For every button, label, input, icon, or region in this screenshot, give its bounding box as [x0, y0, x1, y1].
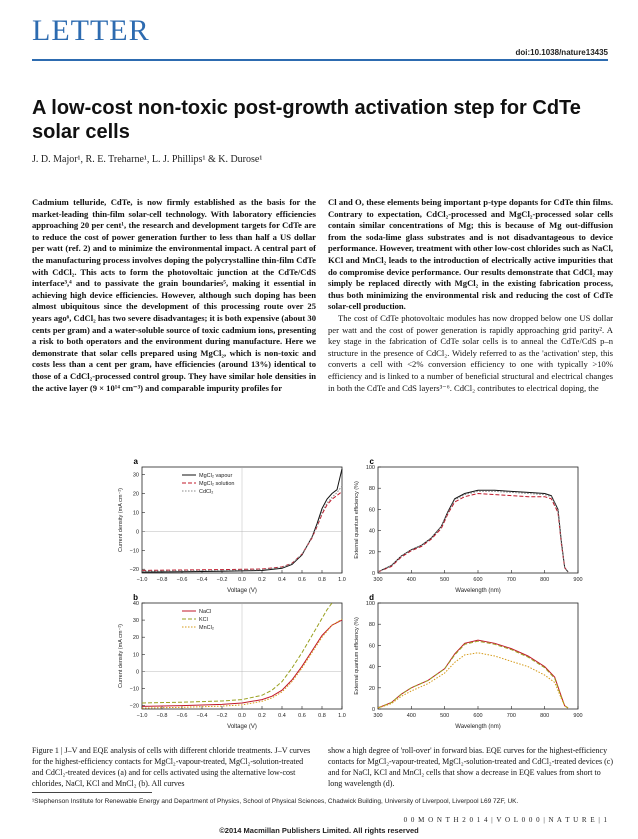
y-tick-label: 40 [132, 601, 139, 607]
x-tick-label: 1.0 [338, 577, 346, 583]
footnote-rule [32, 792, 152, 793]
x-tick-label: −0.6 [176, 713, 188, 719]
x-tick-label: 700 [506, 713, 516, 719]
figure-caption-right: show a high degree of 'roll-over' in forward bias. EQE curves for the highest-efficiency contacts for MgCl₂-vapour-treated, MgCl₂-solution-treated and CdCl₂-treated devices (c) and for NaCl, KCl and MnCl₂ cells that show a decrease in EQE values from short to long wavelength (d). [328, 746, 614, 788]
x-tick-label: 1.0 [338, 713, 346, 719]
author-list: J. D. Major¹, R. E. Treharne¹, L. J. Phillips¹ & K. Durose¹ [32, 154, 263, 165]
x-tick-label: −0.8 [156, 713, 168, 719]
figure-caption-left: Figure 1 | J–V and EQE analysis of cells with different chloride treatments. J–V curves for the highest-efficiency contacts for MgCl₂-vapour-treated, MgCl₂-solution-treated and CdCl₂-treated devices (a) and for cells activated using the alternative low-cost chlorides, NaCl, KCl and MnCl₂ (b). All curves [32, 746, 311, 788]
y-tick-label: 30 [132, 472, 139, 479]
y-tick-label: 10 [132, 510, 139, 517]
panel-b [118, 593, 346, 730]
x-axis-label: Wavelength (nm) [455, 588, 501, 594]
x-tick-label: −1.0 [136, 577, 148, 583]
x-tick-label: 0.4 [278, 713, 286, 719]
panel-c [354, 457, 583, 594]
legend-label: CdCl₂ [199, 489, 214, 495]
x-tick-label: 500 [440, 577, 450, 583]
panel-d [354, 593, 583, 730]
x-tick-label: 0.0 [238, 577, 246, 583]
legend-label: KCl [199, 617, 208, 623]
y-tick-label: 0 [135, 669, 139, 676]
y-axis-label: External quantum efficiency (%) [354, 481, 360, 559]
x-tick-label: 0.8 [318, 577, 326, 583]
article-type-label: LETTER [32, 14, 150, 47]
y-tick-label: 100 [365, 465, 375, 471]
figure-1 [32, 455, 617, 740]
x-tick-label: −0.4 [196, 577, 208, 583]
x-tick-label: 0.0 [238, 713, 246, 719]
x-tick-label: 0.2 [258, 577, 266, 583]
x-tick-label: 400 [406, 713, 416, 719]
y-tick-label: 40 [368, 664, 375, 671]
x-tick-label: 600 [473, 577, 483, 583]
y-tick-label: 80 [368, 622, 375, 629]
x-tick-label: 0.2 [258, 713, 266, 719]
x-tick-label: 0.4 [278, 577, 286, 583]
panel-a [118, 457, 346, 594]
x-tick-label: 300 [373, 577, 383, 583]
x-axis-label: Voltage (V) [227, 724, 257, 730]
x-tick-label: 900 [573, 713, 583, 719]
panel-letter: a [133, 457, 138, 466]
y-tick-label: −10 [129, 686, 139, 693]
article-title: A low-cost non-toxic post-growth activation step for CdTe solar cells [32, 97, 581, 143]
series-line [378, 640, 568, 708]
legend-label: MgCl₂ solution [199, 481, 235, 487]
y-tick-label: −10 [129, 548, 139, 555]
body-paragraph: The cost of CdTe photovoltaic modules has now dropped below one US dollar per watt and the cost of power generation is rapidly approaching grid parity². A key stage in the fabrication of CdTe solar cells is to anneal the CdTe/CdS p–n structure in the presence of CdCl₂. Widely referred to as the 'activation' step, this converts a cell with <2% conversion efficiency to one with typically >10% efficiency and is linked to a number of beneficial structural and electrical changes in both the CdTe and CdS layers³⁻⁶. CdCl₂ contributes to electrical doping, the [328, 312, 613, 393]
series-line [378, 490, 568, 572]
x-tick-label: −0.2 [216, 713, 228, 719]
x-tick-label: −1.0 [136, 713, 148, 719]
copyright-notice: ©2014 Macmillan Publishers Limited. All rights reserved [219, 826, 419, 835]
series-line [378, 494, 568, 572]
x-tick-label: 0.6 [298, 713, 306, 719]
panel-letter: b [133, 593, 138, 602]
series-line [142, 603, 332, 703]
x-tick-label: 300 [373, 713, 383, 719]
legend-label: MnCl₂ [199, 625, 214, 631]
x-tick-label: 600 [473, 713, 483, 719]
y-tick-label: 30 [132, 618, 139, 625]
x-tick-label: 900 [573, 577, 583, 583]
doi-link[interactable]: doi:10.1038/nature13435 [515, 48, 608, 57]
y-axis-label: Current density (mA cm⁻²) [118, 623, 124, 689]
series-line [378, 653, 568, 708]
affiliation-note: ¹Stephenson Institute for Renewable Energy and Department of Physics, School of Physical Sciences, Chadwick Building, University of Liverpool, Liverpool L69 7ZF, UK. [32, 798, 519, 805]
y-tick-label: 0 [371, 707, 375, 713]
x-tick-label: 400 [406, 577, 416, 583]
legend-label: NaCl [199, 609, 212, 615]
y-tick-label: 100 [365, 601, 375, 607]
panel-letter: c [369, 457, 374, 466]
y-tick-label: 20 [368, 549, 375, 556]
y-tick-label: 20 [132, 635, 139, 642]
y-tick-label: 40 [368, 528, 375, 535]
x-tick-label: −0.4 [196, 713, 208, 719]
x-axis-label: Voltage (V) [227, 588, 257, 594]
x-tick-label: 800 [540, 713, 550, 719]
y-tick-label: 20 [132, 491, 139, 498]
y-tick-label: −20 [129, 567, 139, 574]
y-tick-label: 20 [368, 685, 375, 692]
x-tick-label: −0.6 [176, 577, 188, 583]
legend-label: MgCl₂ vapour [199, 473, 233, 479]
x-tick-label: 700 [506, 577, 516, 583]
x-tick-label: −0.8 [156, 577, 168, 583]
y-tick-label: 60 [368, 507, 375, 514]
y-tick-label: 60 [368, 643, 375, 650]
x-tick-label: 0.8 [318, 713, 326, 719]
y-tick-label: 0 [371, 571, 375, 577]
x-tick-label: 0.6 [298, 577, 306, 583]
header-rule [32, 59, 608, 61]
abstract-continuation: Cl and O, these elements being important p-type dopants for CdTe thin films. Contrary to expectation, CdCl₂-processed and MgCl₂-processed solar cells contain similar concentrations of Mg; this is because of Mg out-diffusion from the soda-lime glass substrates and is not disadvantageous to device performance. However, treatment with other low-cost chlorides such as NaCl, KCl and MnCl₂ leads to the introduction of electrically active impurities that do compromise device performance. Our results demonstrate that CdCl₂ may simply be replaced directly with MgCl₂ in the existing fabrication process, thus both minimizing the environmental risk and reducing the cost of CdTe solar-cell production. [328, 197, 613, 312]
right-column [328, 197, 613, 394]
x-tick-label: −0.2 [216, 577, 228, 583]
x-tick-label: 500 [440, 713, 450, 719]
panel-letter: d [369, 593, 374, 602]
x-axis-label: Wavelength (nm) [455, 724, 501, 730]
series-line [378, 491, 568, 572]
y-axis-label: External quantum efficiency (%) [354, 617, 360, 695]
abstract-text: Cadmium telluride, CdTe, is now firmly established as the basis for the market-leading thin-film solar-cell technology. With laboratory efficiencies approaching 20 per cent¹, the research and development targets for CdTe are to reduce the cost of power generation further to less than half a US dollar per watt (ref. 2) and to minimize the environmental impact. A central part of the manufacturing process involves doping the polycrystalline thin-film CdTe with CdCl₂. This acts to form the photovoltaic junction at the CdTe/CdS interface³,⁴ and to passivate the grain boundaries⁵, making it essential in achieving high device efficiencies. However, although such doping has been almost ubiquitous since the development of this processing route over 25 years ago⁶, CdCl₂ has two severe disadvantages; it is both expensive (about 30 cents per gram) and a water-soluble source of toxic cadmium ions, presenting a risk to both operators and the environment during manufacture. Here we demonstrate that solar cells prepared using MgCl₂, which is non-toxic and costs less than a cent per gram, have efficiencies (around 13%) identical to those of a CdCl₂-processed control group. They have similar hole densities in the active layer (9 × 10¹⁴ cm⁻³) and comparable impurity profiles for [32, 197, 316, 393]
series-line [378, 641, 568, 708]
y-axis-label: Current density (mA cm⁻²) [118, 487, 124, 553]
x-tick-label: 800 [540, 577, 550, 583]
plot-frame [378, 467, 578, 573]
y-tick-label: 0 [135, 529, 139, 536]
page-footer: 0 0 M O N T H 2 0 1 4 | V O L 0 0 0 | N A T U R E | 1 [403, 816, 608, 824]
y-tick-label: −20 [129, 703, 139, 710]
y-tick-label: 80 [368, 486, 375, 493]
y-tick-label: 10 [132, 652, 139, 659]
